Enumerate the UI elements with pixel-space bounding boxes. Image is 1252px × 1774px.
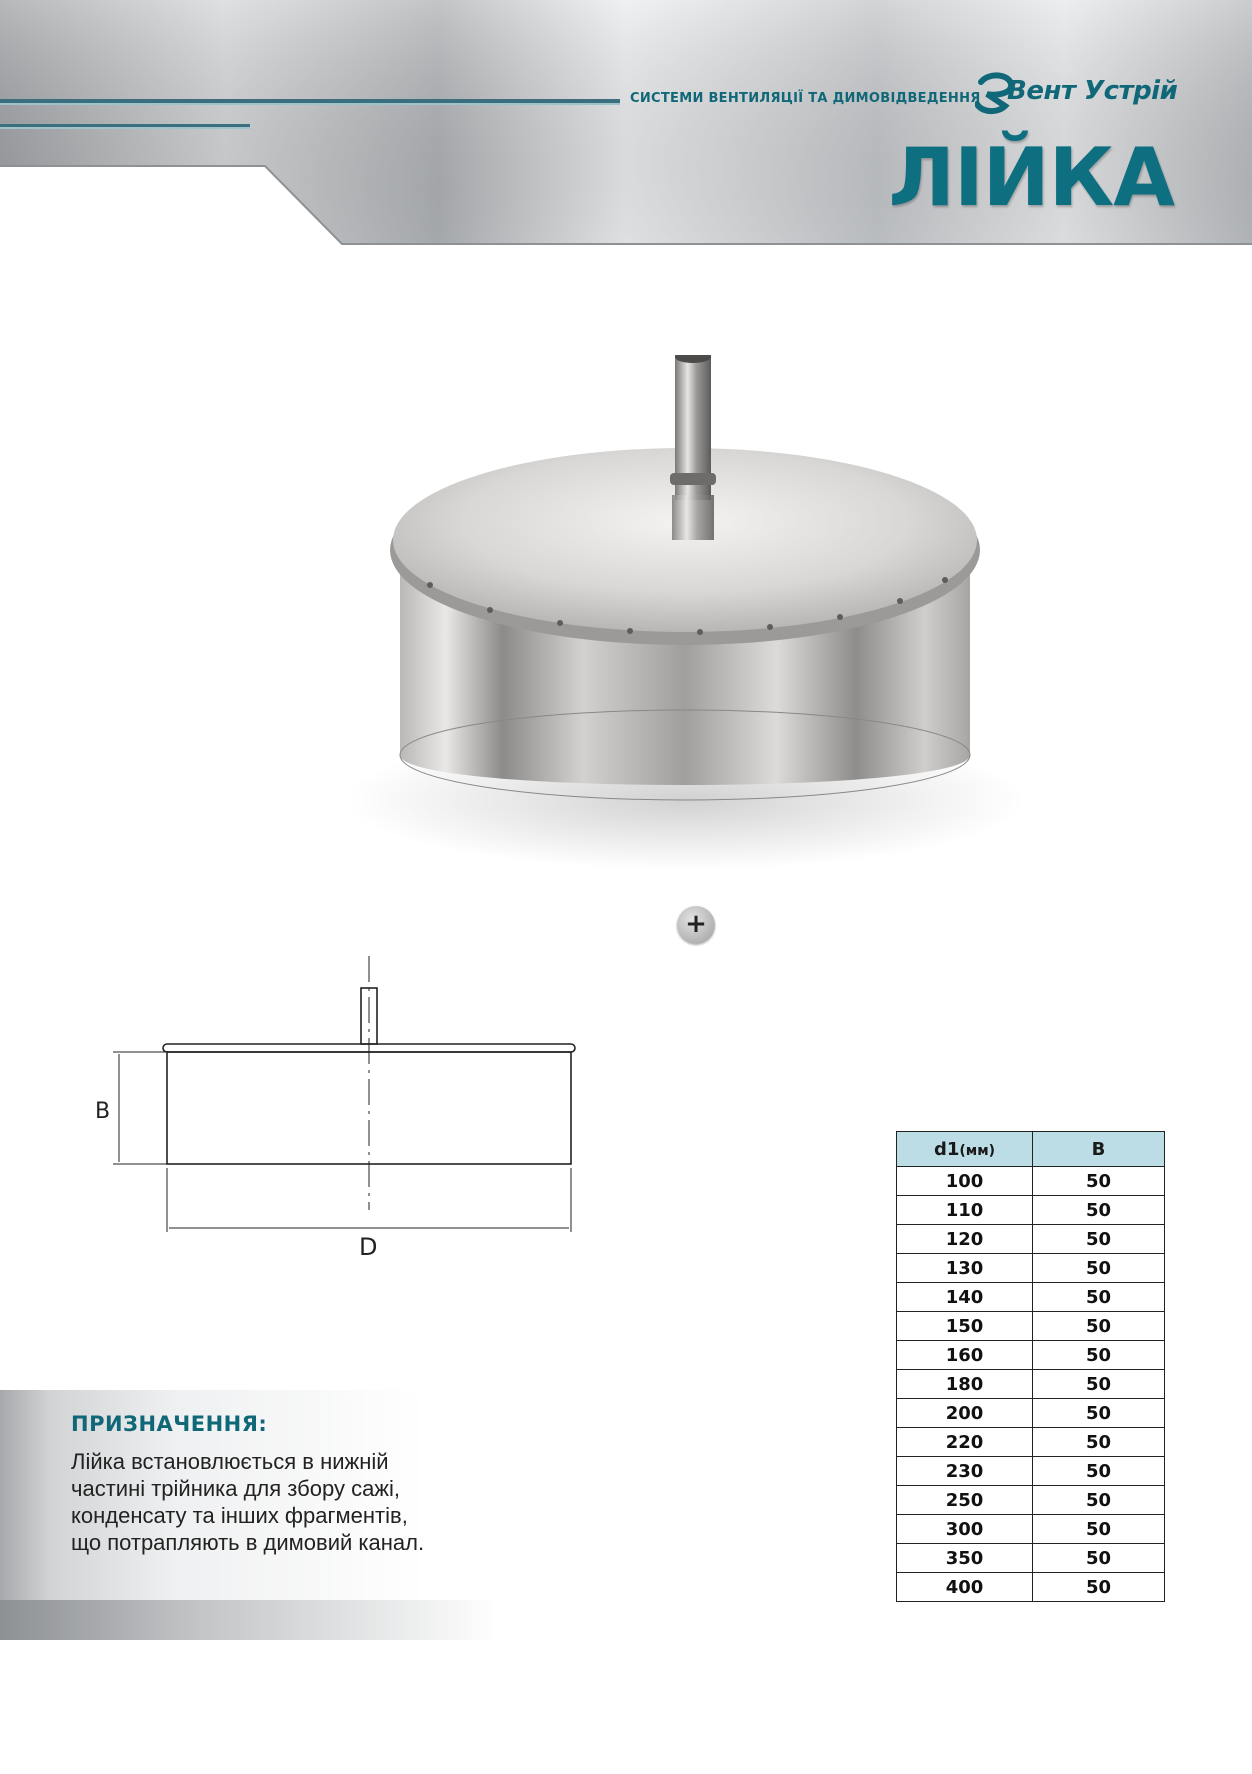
- table-row: [897, 1196, 1165, 1225]
- table-row: [897, 1399, 1165, 1428]
- cell-b: 50: [1033, 1254, 1165, 1283]
- cell-b: 50: [1033, 1486, 1165, 1515]
- cell-d1: 220: [897, 1428, 1033, 1457]
- column-header-d1-unit: (мм): [959, 1142, 996, 1159]
- purpose-line: Лійка встановлюється в нижній: [71, 1449, 389, 1474]
- zoom-button[interactable]: [677, 906, 715, 944]
- table-row: [897, 1486, 1165, 1515]
- cell-d1: 250: [897, 1486, 1033, 1515]
- table-row: [897, 1515, 1165, 1544]
- cell-b: 50: [1033, 1283, 1165, 1312]
- cell-d1: 130: [897, 1254, 1033, 1283]
- table-row: [897, 1428, 1165, 1457]
- cell-d1: 100: [897, 1167, 1033, 1196]
- drawing-label-height: B: [95, 1099, 111, 1124]
- purpose-line: конденсату та інших фрагментів,: [71, 1503, 408, 1528]
- cell-b: 50: [1033, 1312, 1165, 1341]
- cell-b: 50: [1033, 1370, 1165, 1399]
- cell-d1: 350: [897, 1544, 1033, 1573]
- purpose-text: [71, 1448, 501, 1556]
- table-row: [897, 1312, 1165, 1341]
- cell-b: 50: [1033, 1167, 1165, 1196]
- table-row: [897, 1225, 1165, 1254]
- cell-d1: 180: [897, 1370, 1033, 1399]
- purpose-line: що потрапляють в димовий канал.: [71, 1530, 425, 1555]
- cell-d1: 160: [897, 1341, 1033, 1370]
- table-row: [897, 1283, 1165, 1312]
- table-row: [897, 1457, 1165, 1486]
- cell-b: 50: [1033, 1428, 1165, 1457]
- table-row: [897, 1573, 1165, 1602]
- brand-name: Вент Устрій: [1007, 76, 1178, 106]
- cell-b: 50: [1033, 1573, 1165, 1602]
- cell-b: 50: [1033, 1341, 1165, 1370]
- cell-b: 50: [1033, 1399, 1165, 1428]
- cell-d1: 140: [897, 1283, 1033, 1312]
- cell-d1: 200: [897, 1399, 1033, 1428]
- cell-b: 50: [1033, 1544, 1165, 1573]
- page-title: ЛІЙКА: [888, 131, 1174, 224]
- cell-d1: 230: [897, 1457, 1033, 1486]
- cell-d1: 150: [897, 1312, 1033, 1341]
- spec-table: [896, 1131, 1165, 1602]
- table-row: [897, 1341, 1165, 1370]
- product-photo: [330, 355, 1030, 915]
- cell-d1: 400: [897, 1573, 1033, 1602]
- purpose-bar: [0, 1600, 500, 1640]
- cell-b: 50: [1033, 1457, 1165, 1486]
- header-tagline: СИСТЕМИ ВЕНТИЛЯЦІЇ ТА ДИМОВІДВЕДЕННЯ: [630, 91, 981, 106]
- cell-d1: 300: [897, 1515, 1033, 1544]
- table-row: [897, 1167, 1165, 1196]
- cell-b: 50: [1033, 1225, 1165, 1254]
- table-row: [897, 1254, 1165, 1283]
- column-header-b: B: [1033, 1132, 1165, 1167]
- cell-d1: 110: [897, 1196, 1033, 1225]
- cell-d1: 120: [897, 1225, 1033, 1254]
- plus-icon: +: [685, 909, 707, 939]
- technical-drawing: [95, 950, 595, 1270]
- purpose-heading: ПРИЗНАЧЕННЯ:: [71, 1412, 268, 1436]
- table-row: [897, 1370, 1165, 1399]
- column-header-d1-label: d1: [933, 1138, 960, 1160]
- table-row: [897, 1544, 1165, 1573]
- cell-b: 50: [1033, 1515, 1165, 1544]
- table-header-row: [897, 1132, 1165, 1167]
- drawing-label-diameter: D: [359, 1233, 378, 1261]
- cell-b: 50: [1033, 1196, 1165, 1225]
- column-header-d1: [897, 1132, 1033, 1167]
- purpose-line: частині трійника для збору сажі,: [71, 1476, 401, 1501]
- brand-logo: [975, 72, 1178, 116]
